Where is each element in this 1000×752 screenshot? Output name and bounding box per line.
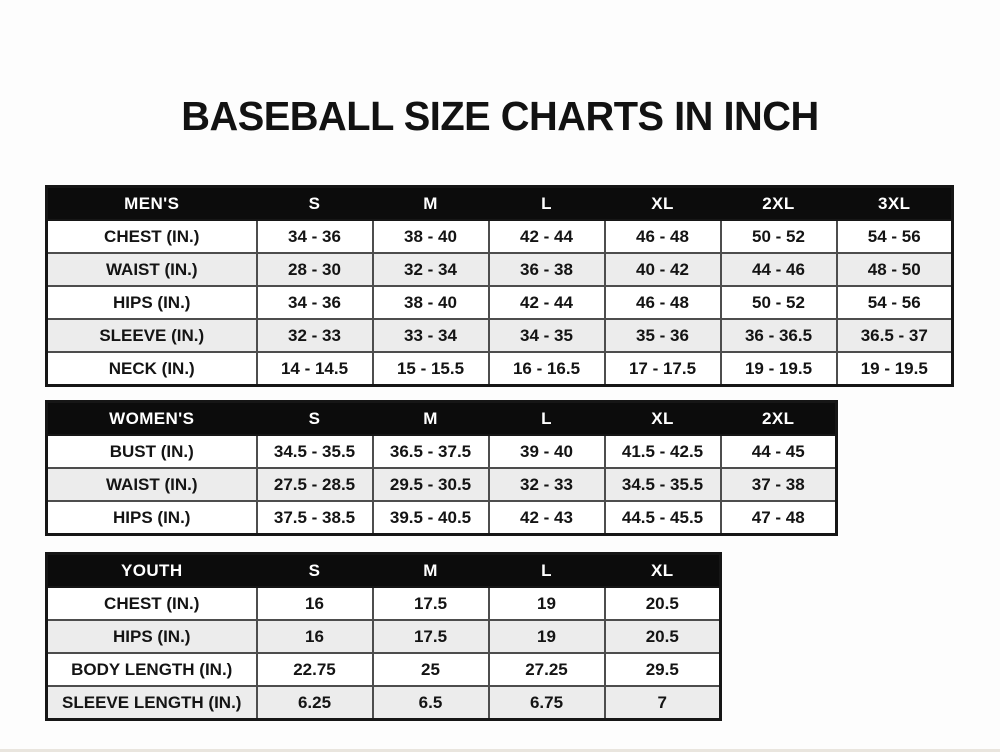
value-cell: 36.5 - 37.5 <box>373 435 489 468</box>
value-cell: 44 - 45 <box>721 435 837 468</box>
size-column-header: S <box>257 187 373 221</box>
value-cell: 41.5 - 42.5 <box>605 435 721 468</box>
value-cell: 16 <box>257 587 373 620</box>
row-label-cell: BODY LENGTH (IN.) <box>47 653 257 686</box>
value-cell: 29.5 <box>605 653 721 686</box>
value-cell: 34 - 36 <box>257 220 373 253</box>
table-group-label: WOMEN'S <box>47 402 257 436</box>
value-cell: 44.5 - 45.5 <box>605 501 721 535</box>
value-cell: 16 <box>257 620 373 653</box>
table-row <box>47 319 953 352</box>
value-cell: 47 - 48 <box>721 501 837 535</box>
value-cell: 16 - 16.5 <box>489 352 605 386</box>
row-label-cell: SLEEVE (IN.) <box>47 319 257 352</box>
value-cell: 39.5 - 40.5 <box>373 501 489 535</box>
value-cell: 38 - 40 <box>373 220 489 253</box>
size-column-header: 3XL <box>837 187 953 221</box>
value-cell: 36 - 38 <box>489 253 605 286</box>
size-column-header: S <box>257 402 373 436</box>
size-column-header: XL <box>605 187 721 221</box>
size-column-header: M <box>373 187 489 221</box>
size-column-header: L <box>489 402 605 436</box>
size-column-header: S <box>257 554 373 588</box>
value-cell: 39 - 40 <box>489 435 605 468</box>
value-cell: 34.5 - 35.5 <box>605 468 721 501</box>
size-column-header: L <box>489 554 605 588</box>
value-cell: 46 - 48 <box>605 220 721 253</box>
table-row <box>47 501 837 535</box>
value-cell: 36.5 - 37 <box>837 319 953 352</box>
table-row <box>47 435 837 468</box>
size-column-header: 2XL <box>721 187 837 221</box>
value-cell: 35 - 36 <box>605 319 721 352</box>
value-cell: 6.5 <box>373 686 489 720</box>
value-cell: 17 - 17.5 <box>605 352 721 386</box>
size-column-header: L <box>489 187 605 221</box>
value-cell: 6.75 <box>489 686 605 720</box>
value-cell: 54 - 56 <box>837 286 953 319</box>
size-column-header: 2XL <box>721 402 837 436</box>
row-label-cell: WAIST (IN.) <box>47 253 257 286</box>
value-cell: 20.5 <box>605 587 721 620</box>
table-row <box>47 220 953 253</box>
value-cell: 19 - 19.5 <box>721 352 837 386</box>
value-cell: 6.25 <box>257 686 373 720</box>
value-cell: 37.5 - 38.5 <box>257 501 373 535</box>
row-label-cell: CHEST (IN.) <box>47 587 257 620</box>
value-cell: 28 - 30 <box>257 253 373 286</box>
value-cell: 27.5 - 28.5 <box>257 468 373 501</box>
value-cell: 19 <box>489 620 605 653</box>
table-header-row <box>47 187 953 221</box>
value-cell: 33 - 34 <box>373 319 489 352</box>
size-table-mens <box>45 185 954 387</box>
row-label-cell: HIPS (IN.) <box>47 620 257 653</box>
value-cell: 19 <box>489 587 605 620</box>
table-header-row <box>47 554 721 588</box>
value-cell: 27.25 <box>489 653 605 686</box>
value-cell: 34.5 - 35.5 <box>257 435 373 468</box>
value-cell: 42 - 43 <box>489 501 605 535</box>
value-cell: 15 - 15.5 <box>373 352 489 386</box>
row-label-cell: HIPS (IN.) <box>47 501 257 535</box>
size-column-header: XL <box>605 402 721 436</box>
table-group-label: YOUTH <box>47 554 257 588</box>
size-table-womens <box>45 400 838 536</box>
value-cell: 32 - 34 <box>373 253 489 286</box>
size-column-header: M <box>373 402 489 436</box>
row-label-cell: HIPS (IN.) <box>47 286 257 319</box>
row-label-cell: WAIST (IN.) <box>47 468 257 501</box>
value-cell: 37 - 38 <box>721 468 837 501</box>
value-cell: 50 - 52 <box>721 220 837 253</box>
table-header-row <box>47 402 837 436</box>
value-cell: 36 - 36.5 <box>721 319 837 352</box>
value-cell: 22.75 <box>257 653 373 686</box>
value-cell: 50 - 52 <box>721 286 837 319</box>
value-cell: 29.5 - 30.5 <box>373 468 489 501</box>
size-column-header: XL <box>605 554 721 588</box>
table-row <box>47 468 837 501</box>
value-cell: 34 - 36 <box>257 286 373 319</box>
table-row <box>47 352 953 386</box>
value-cell: 7 <box>605 686 721 720</box>
value-cell: 25 <box>373 653 489 686</box>
value-cell: 14 - 14.5 <box>257 352 373 386</box>
page-title: BASEBALL SIZE CHARTS IN INCH <box>181 93 819 140</box>
table-row <box>47 620 721 653</box>
value-cell: 54 - 56 <box>837 220 953 253</box>
size-table-youth <box>45 552 722 721</box>
value-cell: 32 - 33 <box>489 468 605 501</box>
value-cell: 17.5 <box>373 620 489 653</box>
value-cell: 42 - 44 <box>489 286 605 319</box>
value-cell: 44 - 46 <box>721 253 837 286</box>
value-cell: 17.5 <box>373 587 489 620</box>
table-row <box>47 686 721 720</box>
value-cell: 48 - 50 <box>837 253 953 286</box>
table-row <box>47 587 721 620</box>
table-row <box>47 286 953 319</box>
row-label-cell: BUST (IN.) <box>47 435 257 468</box>
value-cell: 19 - 19.5 <box>837 352 953 386</box>
row-label-cell: SLEEVE LENGTH (IN.) <box>47 686 257 720</box>
value-cell: 20.5 <box>605 620 721 653</box>
table-row <box>47 253 953 286</box>
value-cell: 46 - 48 <box>605 286 721 319</box>
table-group-label: MEN'S <box>47 187 257 221</box>
value-cell: 40 - 42 <box>605 253 721 286</box>
value-cell: 42 - 44 <box>489 220 605 253</box>
value-cell: 32 - 33 <box>257 319 373 352</box>
row-label-cell: CHEST (IN.) <box>47 220 257 253</box>
value-cell: 34 - 35 <box>489 319 605 352</box>
row-label-cell: NECK (IN.) <box>47 352 257 386</box>
value-cell: 38 - 40 <box>373 286 489 319</box>
size-column-header: M <box>373 554 489 588</box>
table-row <box>47 653 721 686</box>
